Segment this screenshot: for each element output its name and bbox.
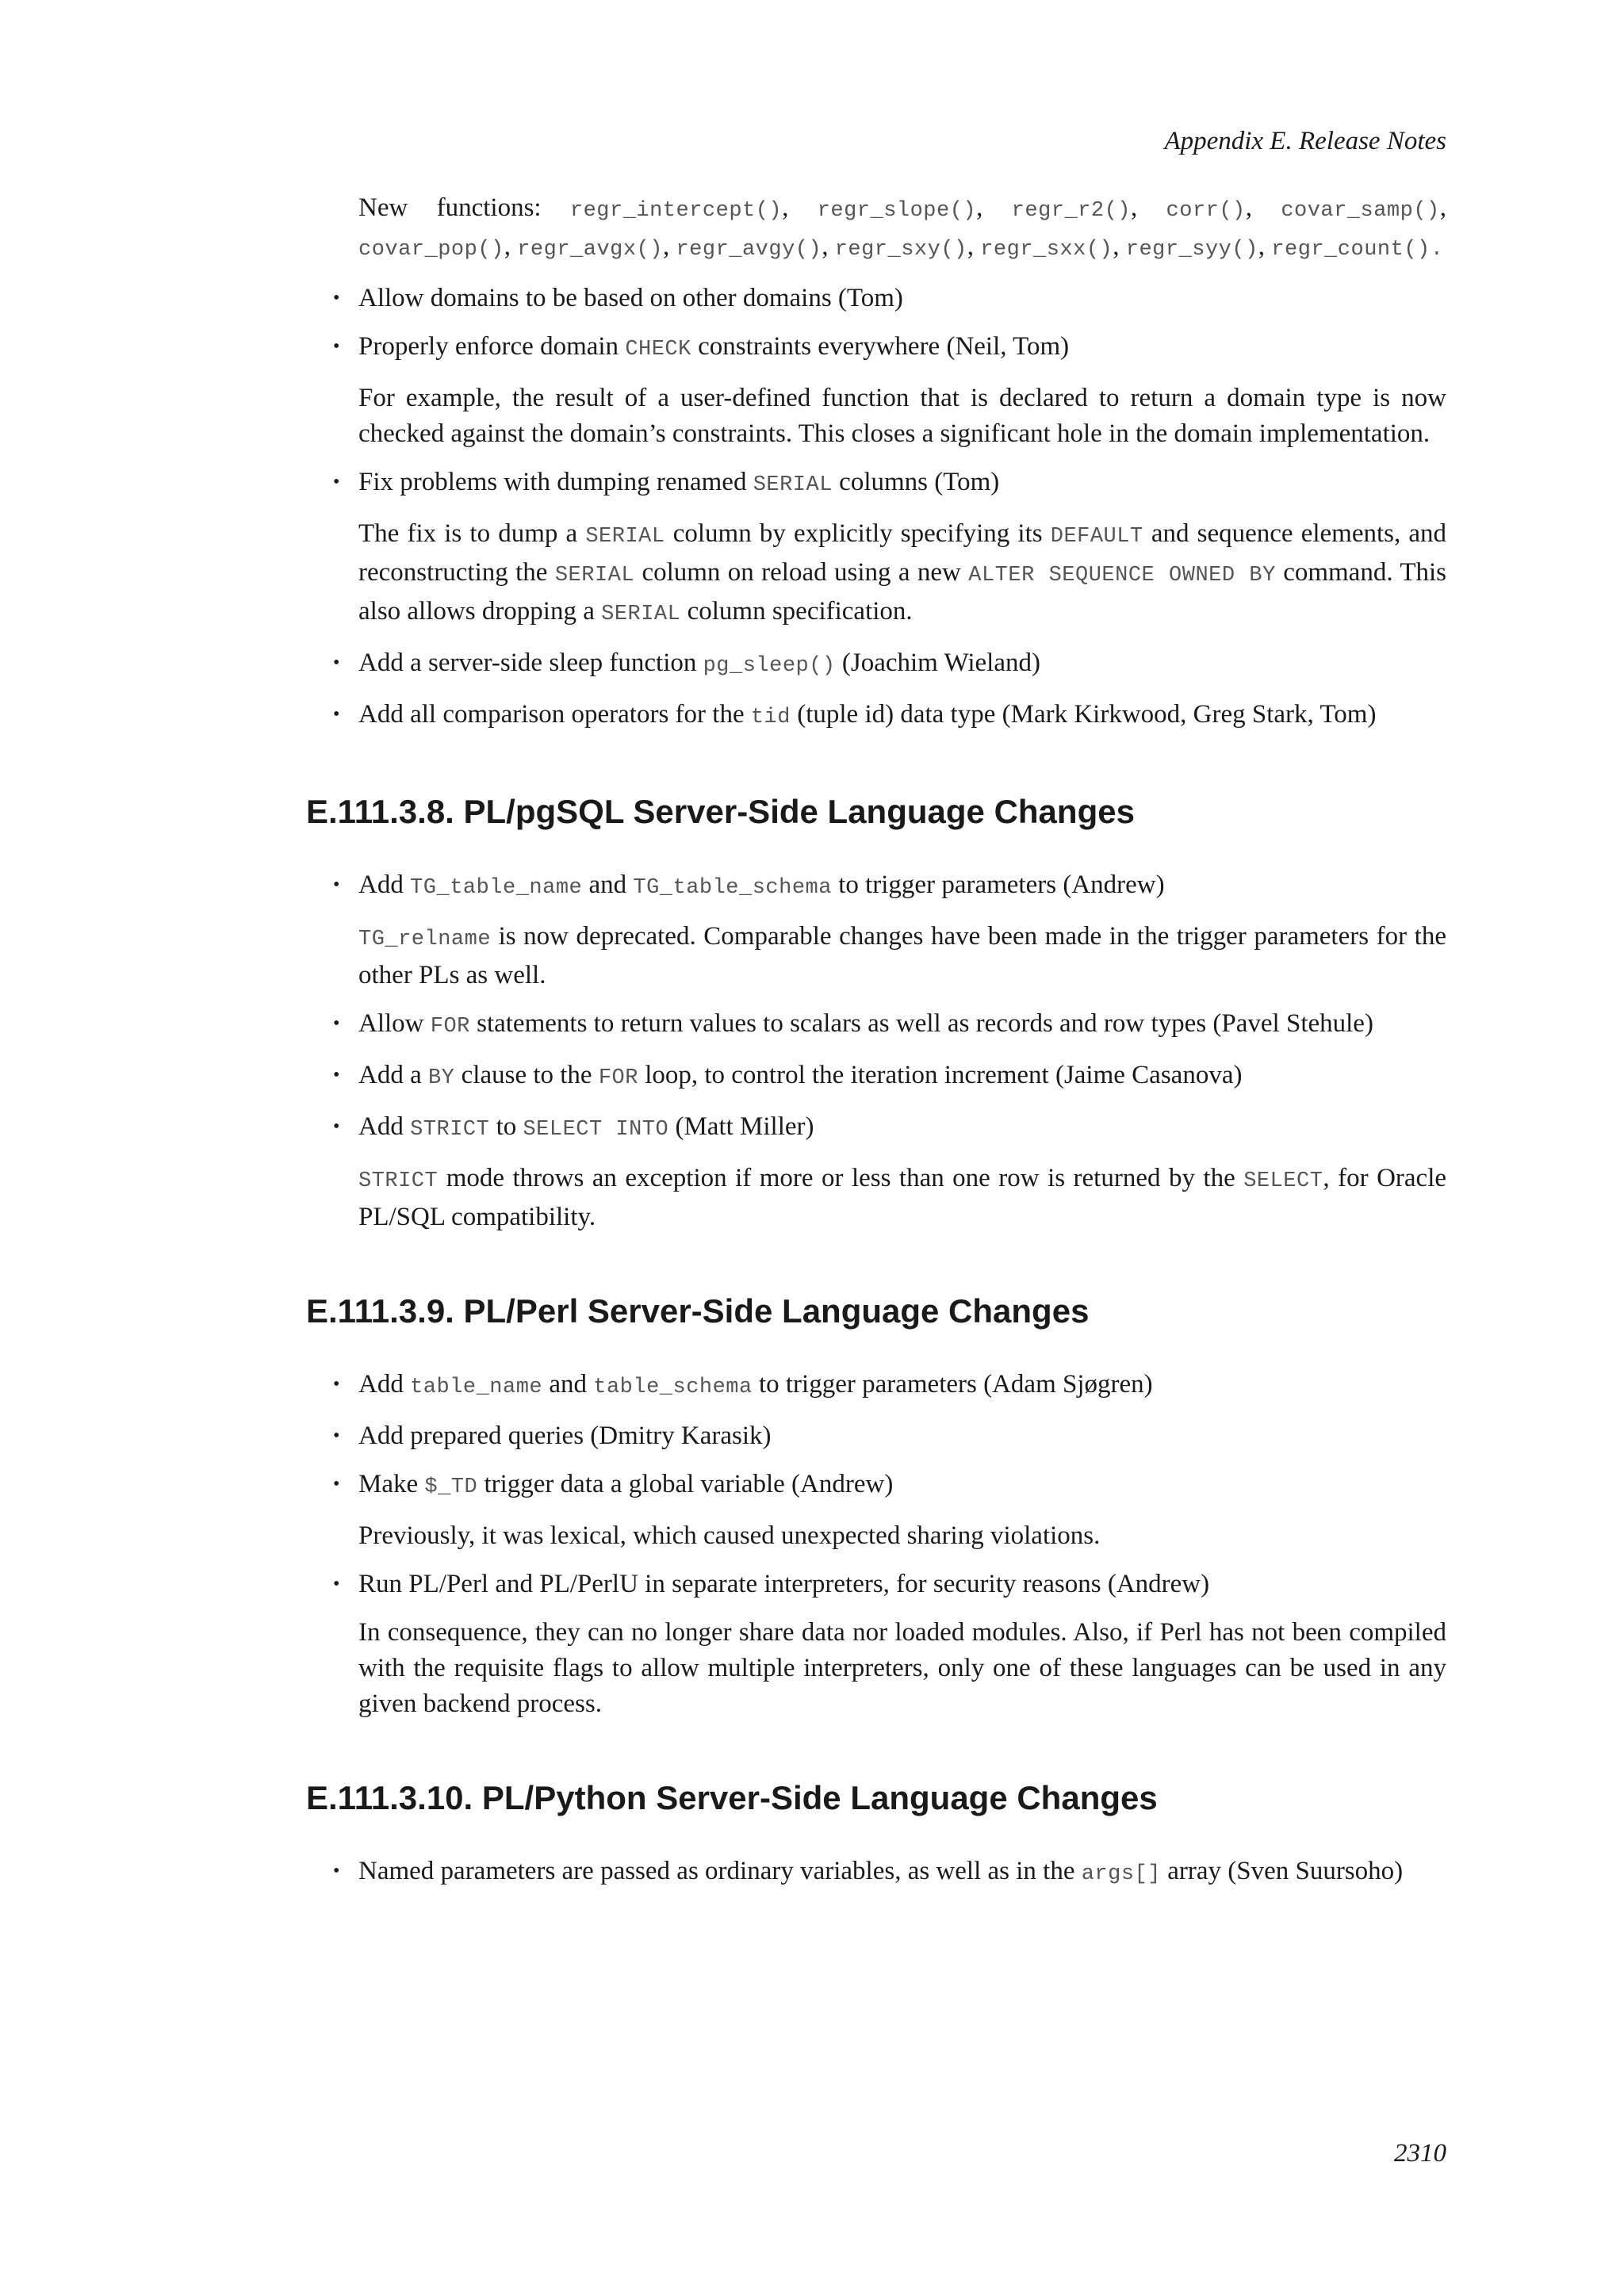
section-heading-plperl: E.111.3.9. PL/Perl Server-Side Language Changes [306, 1292, 1090, 1330]
text-fragment: columns (Tom) [839, 468, 1000, 496]
text-fragment: Add a [358, 1061, 422, 1089]
text-fragment: to trigger parameters (Adam Sjøgren) [758, 1370, 1153, 1399]
list-item [333, 281, 1446, 316]
section-heading-plpgsql: E.111.3.8. PL/pgSQL Server-Side Language Changes [306, 793, 1135, 830]
function-name: regr_r2() [1011, 199, 1131, 223]
list-item [333, 1418, 1446, 1454]
text-fragment: to [496, 1112, 517, 1141]
text-fragment: Add a server-side sleep function [358, 649, 697, 677]
bullet-icon: • [333, 652, 340, 673]
list-item-text [358, 465, 1446, 503]
list-item-text [358, 1058, 1446, 1096]
plpython-changes-list [333, 1854, 1446, 1892]
bullet-icon: • [333, 336, 340, 357]
code-fragment: ALTER SEQUENCE OWNED BY [968, 564, 1276, 587]
list-item [333, 1006, 1446, 1045]
code-fragment: args[] [1081, 1862, 1161, 1886]
list-item [333, 1467, 1446, 1554]
bullet-icon: • [333, 1374, 340, 1395]
list-item [333, 1058, 1446, 1096]
list-item-text [358, 1467, 1446, 1506]
function-name: regr_sxx() [980, 238, 1113, 262]
text-fragment: statements to return values to scalars as well as records and row types (Pavel Stehule) [477, 1009, 1373, 1038]
running-header: Appendix E. Release Notes [1164, 127, 1446, 155]
text-fragment: clause to the [461, 1061, 592, 1089]
bullet-icon: • [333, 704, 340, 725]
text-fragment: The fix is to dump a [358, 519, 578, 548]
code-fragment: TG_table_name [410, 876, 583, 900]
bullet-icon: • [333, 288, 340, 308]
code-fragment: table_name [410, 1376, 543, 1399]
bullet-icon: • [333, 1474, 340, 1494]
list-item-text [358, 1109, 1446, 1148]
list-item-text [358, 867, 1446, 906]
function-name: regr_avgy() [676, 238, 822, 262]
list-item-description: Previously, it was lexical, which caused unexpected sharing violations. [358, 1521, 1101, 1550]
bullet-icon: • [333, 472, 340, 492]
list-item [333, 867, 1446, 993]
function-name: regr_intercept() [569, 199, 783, 223]
text-fragment: Add all comparison operators for the [358, 700, 745, 729]
text-fragment: is now deprecated. Comparable changes have been made in the trigger parameters for the other PLs as well. [358, 922, 1446, 989]
bullet-icon: • [333, 1574, 340, 1594]
function-name: regr_syy() [1125, 238, 1258, 262]
code-fragment: STRICT [410, 1118, 490, 1142]
text-fragment: (Matt Miller) [675, 1112, 814, 1141]
bullet-icon: • [333, 1065, 340, 1085]
text-fragment: command. This also allows dropping a [358, 558, 1447, 626]
list-item [333, 1367, 1446, 1406]
code-fragment: TG_relname [358, 928, 492, 951]
text-fragment: , for Oracle PL/SQL compatibility. [358, 1164, 1447, 1231]
text-fragment: loop, to control the iteration increment (Jaime Casanova) [645, 1061, 1243, 1089]
text-fragment: and [588, 871, 627, 899]
list-item-description [358, 919, 1446, 993]
text-fragment: Allow [358, 1009, 424, 1038]
list-item [333, 465, 1447, 633]
code-fragment: FOR [430, 1015, 470, 1039]
bullet-icon: • [333, 1116, 340, 1137]
list-item [333, 1854, 1446, 1892]
list-item-description: For example, the result of a user-defined function that is declared to return a domain type is now checked against the domain’s constraints. This closes a significant hole in the domain implementation. [358, 384, 1446, 448]
code-fragment: SERIAL [601, 603, 681, 626]
plperl-changes-list [333, 1367, 1446, 1722]
page-number: 2310 [1394, 2139, 1446, 2168]
release-notes-list [333, 281, 1447, 736]
text-fragment: column on reload using a new [642, 558, 961, 587]
plpgsql-changes-list [333, 867, 1447, 1235]
code-fragment: DEFAULT [1050, 525, 1143, 549]
bullet-icon: • [333, 1425, 340, 1446]
function-name: regr_count() [1271, 238, 1431, 262]
list-item-description [358, 1161, 1446, 1235]
code-fragment: SERIAL [753, 473, 833, 497]
list-item-text: Run PL/Perl and PL/PerlU in separate interpreters, for security reasons (Andrew) [358, 1570, 1210, 1598]
list-item-text: Add prepared queries (Dmitry Karasik) [358, 1422, 772, 1450]
text-fragment: Properly enforce domain [358, 332, 619, 361]
list-item [333, 329, 1446, 452]
text-fragment: constraints everywhere (Neil, Tom) [698, 332, 1070, 361]
list-item-text [358, 1006, 1446, 1045]
list-item-text [358, 1367, 1446, 1406]
new-functions-label: New functions: [358, 193, 542, 222]
function-name: corr() [1166, 199, 1246, 223]
list-item-text [358, 329, 1446, 368]
function-name: regr_avgx() [517, 238, 663, 262]
section-heading-plpython: E.111.3.10. PL/Python Server-Side Language Changes [306, 1779, 1158, 1816]
text-fragment: Make [358, 1470, 419, 1498]
code-fragment: STRICT [358, 1169, 439, 1193]
text-fragment: Fix problems with dumping renamed [358, 468, 747, 496]
text-fragment: column specification. [687, 597, 913, 626]
text-fragment: mode throws an exception if more or less than one row is returned by the [446, 1164, 1235, 1192]
text-fragment: array (Sven Suursoho) [1167, 1857, 1404, 1885]
text-fragment: and sequence elements, and reconstructing the [358, 519, 1447, 587]
function-name: regr_slope() [817, 199, 977, 223]
bullet-icon: • [333, 1861, 340, 1881]
code-fragment: tid [750, 706, 791, 729]
text-fragment: and [549, 1370, 588, 1399]
list-item-description: In consequence, they can no longer share data nor loaded modules. Also, if Perl has not been compiled with the requisite flags to allow multiple interpreters, only one of these languages can be used in any given backend process. [358, 1618, 1446, 1718]
text-fragment: (tuple id) data type (Mark Kirkwood, Greg Stark, Tom) [797, 700, 1377, 729]
code-fragment: table_schema [593, 1376, 753, 1399]
bullet-icon: • [333, 874, 340, 895]
list-item-text [358, 697, 1446, 736]
list-item-description [358, 516, 1446, 633]
code-fragment: TG_table_schema [633, 876, 832, 900]
list-item-text [358, 645, 1446, 684]
text-fragment: Add [358, 1112, 404, 1141]
list-item-text [358, 1854, 1446, 1892]
list-item [333, 697, 1446, 736]
list-item-text: Allow domains to be based on other domains (Tom) [358, 284, 903, 312]
code-fragment: CHECK [625, 338, 691, 362]
function-name: covar_pop() [358, 238, 504, 262]
text-fragment: trigger data a global variable (Andrew) [484, 1470, 894, 1498]
text-fragment: Add [358, 871, 404, 899]
code-fragment: FOR [598, 1066, 638, 1090]
page-content [306, 190, 1447, 1905]
code-fragment: SERIAL [554, 564, 635, 587]
text-fragment: Named parameters are passed as ordinary variables, as well as in the [358, 1857, 1075, 1885]
code-fragment: pg_sleep() [703, 654, 836, 678]
new-functions-paragraph: New functions: regr_intercept(), regr_slope(), regr_r2(), corr(), covar_samp(), covar_pop(), regr_avgx(), regr_avgy(), regr_sxy(), regr_sxx(), regr_syy(), regr_count(). [358, 193, 1446, 262]
text-fragment: column by explicitly specifying its [672, 519, 1043, 548]
text-fragment: (Joachim Wieland) [841, 649, 1040, 677]
code-fragment: SELECT [1243, 1169, 1323, 1193]
function-name: covar_samp() [1281, 199, 1440, 223]
code-fragment: BY [427, 1066, 455, 1090]
function-name: regr_sxy() [834, 238, 967, 262]
bullet-icon: • [333, 1013, 340, 1034]
text-fragment: Add [358, 1370, 404, 1399]
code-fragment: $_TD [424, 1475, 478, 1499]
code-fragment: SERIAL [585, 525, 665, 549]
list-item [333, 1567, 1446, 1722]
list-item [333, 645, 1446, 684]
code-fragment: SELECT INTO [523, 1118, 669, 1142]
list-item [333, 1109, 1447, 1235]
text-fragment: to trigger parameters (Andrew) [838, 871, 1165, 899]
